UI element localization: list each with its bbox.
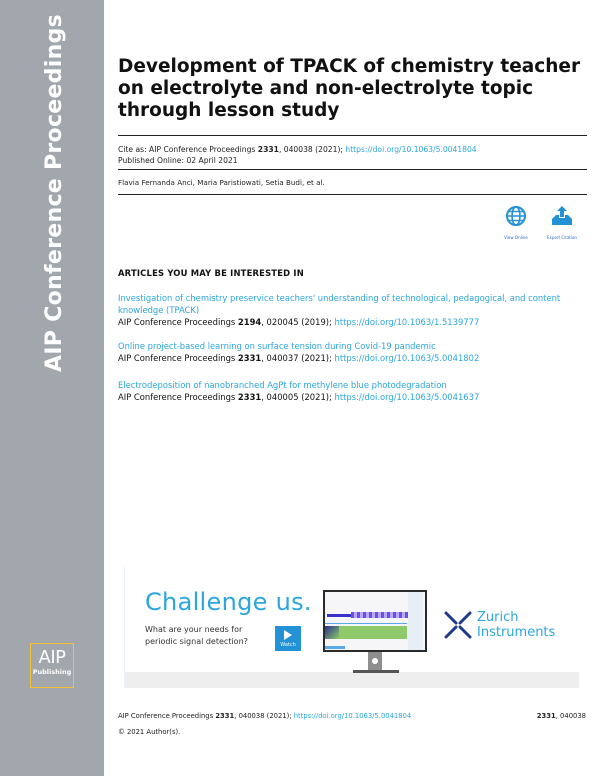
export-citation-label: Export Citation <box>547 235 577 240</box>
advertisement-banner[interactable] <box>124 566 579 688</box>
cite-volume: 2331 <box>237 392 262 402</box>
cite-rest: , 040038 (2021); <box>278 145 346 154</box>
watch-button[interactable] <box>275 626 301 651</box>
watch-label: Watch <box>280 642 296 648</box>
footer-page-id <box>537 712 586 720</box>
zurich-instruments-logo-icon <box>443 610 473 640</box>
published-online: Published Online: 02 April 2021 <box>118 156 238 165</box>
related-article-cite <box>118 391 588 403</box>
footer-journal: AIP Conference Proceedings <box>118 712 216 720</box>
monitor-base <box>353 670 399 673</box>
authors[interactable]: Flavia Fernanda Anci, Maria Paristiowati, Setia Budi, et al. <box>118 178 325 187</box>
logo-aip-text: AIP <box>38 647 66 668</box>
ad-subtext <box>145 624 248 648</box>
footer-citation <box>118 712 411 720</box>
monitor-stand-hole <box>372 658 378 664</box>
view-online-button[interactable] <box>496 205 536 240</box>
copyright: © 2021 Author(s). <box>118 728 181 736</box>
related-articles-heading: ARTICLES YOU MAY BE INTERESTED IN <box>118 268 304 278</box>
footer-doi-link[interactable]: https://doi.org/10.1063/5.0041804 <box>293 712 412 720</box>
monitor-screen <box>325 592 425 650</box>
journal-name-vertical: AIP Conference Proceedings <box>42 13 67 372</box>
footer-volume: 2331 <box>215 712 235 720</box>
export-icon <box>550 205 574 227</box>
zurich-instruments-brand <box>477 610 555 640</box>
globe-icon <box>505 205 527 227</box>
related-article <box>118 292 588 328</box>
brand-line: Instruments <box>477 625 556 640</box>
related-article-cite <box>118 352 588 364</box>
cite-volume: 2194 <box>237 317 262 327</box>
cite-rest: , 040037 (2021); <box>261 353 335 363</box>
related-doi-link[interactable]: https://doi.org/10.1063/5.0041802 <box>334 353 480 363</box>
divider <box>118 135 587 136</box>
cite-label: Cite as: AIP Conference Proceedings <box>118 145 258 154</box>
related-article <box>118 340 588 364</box>
related-doi-link[interactable]: https://doi.org/10.1063/5.0041637 <box>334 392 480 402</box>
cite-rest: , 040005 (2021); <box>261 392 335 402</box>
cite-rest: , 020045 (2019); <box>261 317 335 327</box>
cite-volume: 2331 <box>237 353 262 363</box>
ad-floor <box>125 672 579 688</box>
brand-line: Zurich <box>477 610 519 625</box>
ad-subtext-line: periodic signal detection? <box>145 637 248 646</box>
article-title: Development of TPACK of chemistry teacher on electrolyte and non-electrolyte topic through lesson study <box>118 56 581 121</box>
article-doi-link[interactable]: https://doi.org/10.1063/5.0041804 <box>345 145 477 154</box>
footer-rest: , 040038 (2021); <box>234 712 294 720</box>
related-article-title-link[interactable]: Electrodeposition of nanobranched AgPt for methylene blue photodegradation <box>118 380 447 390</box>
view-online-label: View Online <box>504 235 528 240</box>
cite-journal: AIP Conference Proceedings <box>118 353 238 363</box>
aip-publishing-logo[interactable] <box>30 643 74 688</box>
divider <box>118 194 587 195</box>
cite-journal: AIP Conference Proceedings <box>118 317 238 327</box>
cite-volume: 2331 <box>257 145 279 154</box>
export-citation-button[interactable] <box>542 205 582 240</box>
cite-as-line <box>118 144 477 155</box>
ad-headline: Challenge us. <box>145 588 312 616</box>
footer-page-volume: 2331 <box>536 712 556 720</box>
related-article-cite <box>118 316 588 328</box>
related-doi-link[interactable]: https://doi.org/10.1063/1.5139777 <box>334 317 480 327</box>
related-article-title-link[interactable]: Investigation of chemistry preservice teachers' understanding of technological, pedagogical, and content knowledge (TPACK) <box>118 293 561 315</box>
logo-publishing-text: Publishing <box>32 668 72 676</box>
related-article-title-link[interactable]: Online project-based learning on surface tension during Covid-19 pandemic <box>118 341 436 351</box>
related-article <box>118 379 588 403</box>
monitor-image <box>323 590 427 652</box>
play-icon <box>284 630 292 640</box>
journal-sidebar <box>0 0 104 776</box>
divider <box>118 169 587 170</box>
ad-subtext-line: What are your needs for <box>145 625 243 634</box>
footer-page-number: , 040038 <box>555 712 586 720</box>
cite-journal: AIP Conference Proceedings <box>118 392 238 402</box>
